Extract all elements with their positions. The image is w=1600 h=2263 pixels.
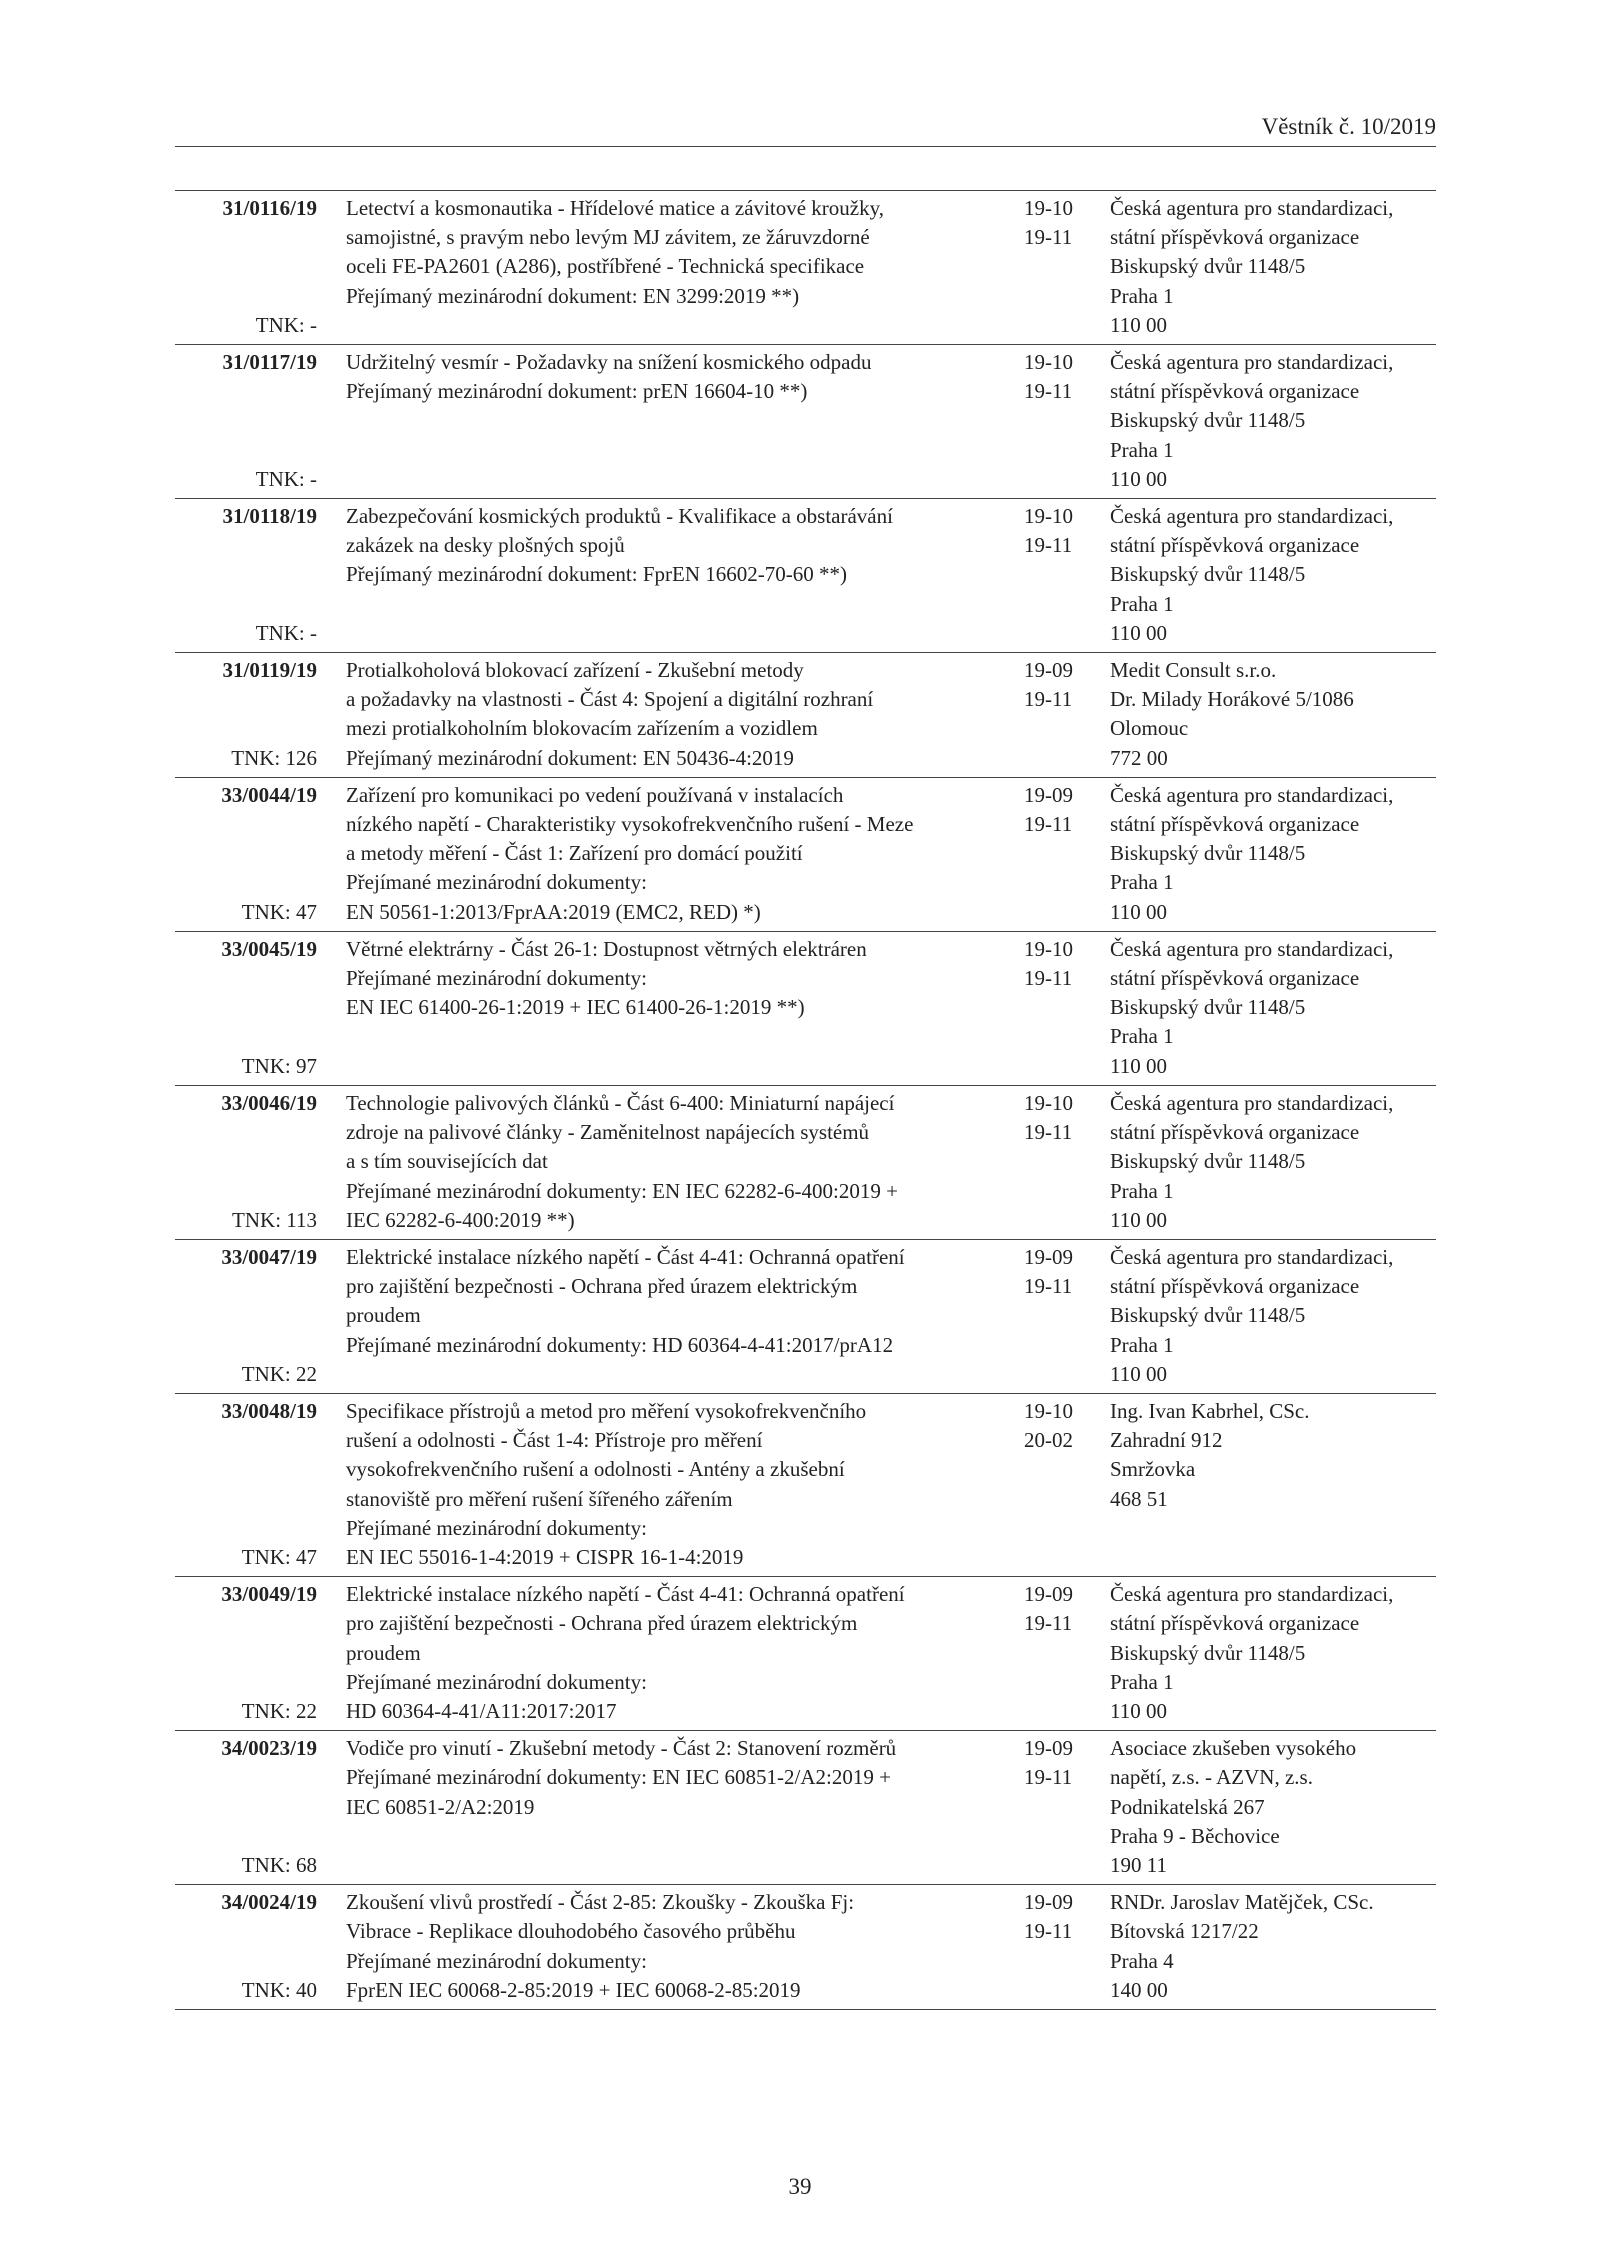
standard-title-cell xyxy=(331,1580,1016,1726)
standard-row xyxy=(175,1086,1436,1240)
standard-row xyxy=(175,1394,1436,1577)
standard-title-cell xyxy=(331,1397,1016,1572)
address-line: Biskupský dvůr 1148/5 xyxy=(1110,254,1306,279)
address-line: Praha 1 xyxy=(1110,1178,1174,1203)
standard-number: 33/0048/19 xyxy=(221,1398,317,1423)
title-line: Udržitelný vesmír - Požadavky na snížení kosmického odpadu xyxy=(346,350,872,375)
tnk-label: TNK: 113 xyxy=(232,1207,317,1232)
standard-id-cell xyxy=(175,1089,331,1235)
title-line: Vodiče pro vinutí - Zkušební metody - Část 2: Stanovení rozměrů xyxy=(346,1736,897,1761)
dates-cell xyxy=(1016,1243,1110,1389)
address-cell xyxy=(1110,1089,1436,1235)
address-line: státní příspěvková organizace xyxy=(1110,1274,1360,1299)
standard-row xyxy=(175,345,1436,499)
title-line: oceli FE-PA2601 (A286), postříbřené - Technická specifikace xyxy=(346,254,865,279)
address-line: Praha 1 xyxy=(1110,870,1174,895)
title-line: a metody měření - Část 1: Zařízení pro domácí použití xyxy=(346,841,803,866)
address-line: Biskupský dvůr 1148/5 xyxy=(1110,1149,1306,1174)
date-line: 19-11 xyxy=(1024,1120,1073,1145)
title-line: samojistné, s pravým nebo levým MJ závitem, ze žáruvzdorné xyxy=(346,225,870,250)
title-line: Přejímané mezinárodní dokumenty: xyxy=(346,1515,647,1540)
standard-id-cell xyxy=(175,1888,331,2005)
date-line: 19-11 xyxy=(1024,812,1073,837)
title-line: Přejímané mezinárodní dokumenty: EN IEC 62282-6-400:2019 + xyxy=(346,1178,898,1203)
title-line: Přejímaný mezinárodní dokument: prEN 16604-10 **) xyxy=(346,379,808,404)
tnk-label: TNK: 97 xyxy=(241,1053,317,1078)
dates-cell xyxy=(1016,1734,1110,1880)
address-line: státní příspěvková organizace xyxy=(1110,812,1360,837)
address-line: Ing. Ivan Kabrhel, CSc. xyxy=(1110,1398,1310,1423)
standard-title-cell xyxy=(331,502,1016,648)
address-line: Asociace zkušeben vysokého xyxy=(1110,1736,1357,1761)
standard-title-cell xyxy=(331,656,1016,773)
date-line: 19-11 xyxy=(1024,379,1073,404)
address-line: 468 51 xyxy=(1110,1486,1168,1511)
tnk-label: TNK: - xyxy=(255,620,317,645)
date-line: 19-11 xyxy=(1024,533,1073,558)
address-line: Česká agentura pro standardizaci, xyxy=(1110,1090,1394,1115)
address-line: Česká agentura pro standardizaci, xyxy=(1110,782,1394,807)
date-line: 19-11 xyxy=(1024,687,1073,712)
standard-row xyxy=(175,778,1436,932)
address-line: státní příspěvková organizace xyxy=(1110,1120,1360,1145)
address-line: Česká agentura pro standardizaci, xyxy=(1110,350,1394,375)
date-line: 19-11 xyxy=(1024,966,1073,991)
address-line: 110 00 xyxy=(1110,466,1167,491)
dates-cell xyxy=(1016,1397,1110,1572)
standard-id-cell xyxy=(175,194,331,340)
tnk-label: TNK: 47 xyxy=(241,899,317,924)
dates-cell xyxy=(1016,656,1110,773)
address-line: 190 11 xyxy=(1110,1852,1167,1877)
standard-title-cell xyxy=(331,1734,1016,1880)
address-line: Praha 1 xyxy=(1110,437,1174,462)
tnk-label: TNK: - xyxy=(255,466,317,491)
address-line: Dr. Milady Horákové 5/1086 xyxy=(1110,687,1354,712)
standard-id-cell xyxy=(175,348,331,494)
title-line: Větrné elektrárny - Část 26-1: Dostupnost větrných elektráren xyxy=(346,936,867,961)
address-line: Praha 1 xyxy=(1110,1024,1174,1049)
address-line: 110 00 xyxy=(1110,1053,1167,1078)
date-line: 19-11 xyxy=(1024,225,1073,250)
standard-number: 33/0049/19 xyxy=(221,1582,317,1607)
date-line: 19-10 xyxy=(1024,1090,1073,1115)
date-line: 19-11 xyxy=(1024,1919,1073,1944)
address-cell xyxy=(1110,348,1436,494)
address-cell xyxy=(1110,502,1436,648)
address-line: napětí, z.s. - AZVN, z.s. xyxy=(1110,1765,1313,1790)
address-line: Praha 9 - Běchovice xyxy=(1110,1823,1280,1848)
address-line: 110 00 xyxy=(1110,1207,1167,1232)
address-line: Praha 1 xyxy=(1110,1669,1174,1694)
standard-row xyxy=(175,499,1436,653)
tnk-label: TNK: 68 xyxy=(241,1852,317,1877)
title-line: nízkého napětí - Charakteristiky vysokofrekvenčního rušení - Meze xyxy=(346,812,914,837)
title-line: proudem xyxy=(346,1640,421,1665)
standard-number: 33/0044/19 xyxy=(221,782,317,807)
date-line: 19-11 xyxy=(1024,1274,1073,1299)
address-line: státní příspěvková organizace xyxy=(1110,966,1360,991)
date-line: 19-10 xyxy=(1024,350,1073,375)
title-line: Zařízení pro komunikaci po vedení používaná v instalacích xyxy=(346,782,844,807)
standard-title-cell xyxy=(331,194,1016,340)
dates-cell xyxy=(1016,502,1110,648)
date-line: 19-11 xyxy=(1024,1765,1073,1790)
address-line: Biskupský dvůr 1148/5 xyxy=(1110,408,1306,433)
title-line: Technologie palivových článků - Část 6-400: Miniaturní napájecí xyxy=(346,1090,895,1115)
address-cell xyxy=(1110,1888,1436,2005)
title-line: mezi protialkoholním blokovacím zařízením a vozidlem xyxy=(346,716,818,741)
title-line: rušení a odolnosti - Část 1-4: Přístroje pro měření xyxy=(346,1428,763,1453)
title-line: a požadavky na vlastnosti - Část 4: Spojení a digitální rozhraní xyxy=(346,687,874,712)
header-rule xyxy=(175,146,1436,147)
title-line: Přejímané mezinárodní dokumenty: xyxy=(346,1948,647,1973)
address-line: Česká agentura pro standardizaci, xyxy=(1110,196,1394,220)
standard-id-cell xyxy=(175,1734,331,1880)
address-line: Biskupský dvůr 1148/5 xyxy=(1110,562,1306,587)
title-line: Přejímané mezinárodní dokumenty: xyxy=(346,966,647,991)
title-line: Přejímané mezinárodní dokumenty: xyxy=(346,870,647,895)
tnk-label: TNK: - xyxy=(255,312,317,337)
title-line: EN IEC 61400-26-1:2019 + IEC 61400-26-1:2019 **) xyxy=(346,995,805,1020)
date-line: 20-02 xyxy=(1024,1428,1073,1453)
date-line: 19-09 xyxy=(1024,658,1073,683)
title-line: Vibrace - Replikace dlouhodobého časového průběhu xyxy=(346,1919,796,1944)
address-line: 772 00 xyxy=(1110,745,1168,770)
standard-number: 34/0024/19 xyxy=(221,1890,317,1915)
date-line: 19-10 xyxy=(1024,196,1073,220)
dates-cell xyxy=(1016,1888,1110,2005)
title-line: pro zajištění bezpečnosti - Ochrana před úrazem elektrickým xyxy=(346,1611,858,1636)
address-cell xyxy=(1110,1397,1436,1572)
standard-id-cell xyxy=(175,1243,331,1389)
address-line: státní příspěvková organizace xyxy=(1110,379,1360,404)
address-cell xyxy=(1110,935,1436,1081)
address-line: Česká agentura pro standardizaci, xyxy=(1110,1244,1394,1269)
address-line: Olomouc xyxy=(1110,716,1189,741)
address-line: RNDr. Jaroslav Matějček, CSc. xyxy=(1110,1890,1374,1915)
address-line: Smržovka xyxy=(1110,1457,1196,1482)
dates-cell xyxy=(1016,935,1110,1081)
standard-title-cell xyxy=(331,1888,1016,2005)
title-line: FprEN IEC 60068-2-85:2019 + IEC 60068-2-85:2019 xyxy=(346,1977,801,2002)
title-line: HD 60364-4-41/A11:2017:2017 xyxy=(346,1698,617,1723)
dates-cell xyxy=(1016,194,1110,340)
standard-title-cell xyxy=(331,1089,1016,1235)
title-line: EN IEC 55016-1-4:2019 + CISPR 16-1-4:2019 xyxy=(346,1544,744,1569)
address-line: 110 00 xyxy=(1110,620,1167,645)
standard-row xyxy=(175,191,1436,345)
title-line: proudem xyxy=(346,1303,421,1328)
tnk-label: TNK: 22 xyxy=(241,1361,317,1386)
standard-number: 33/0045/19 xyxy=(221,936,317,961)
dates-cell xyxy=(1016,1580,1110,1726)
page-number: 39 xyxy=(788,2174,812,2199)
standard-row xyxy=(175,932,1436,1086)
standard-row xyxy=(175,653,1436,778)
title-line: Přejímaný mezinárodní dokument: FprEN 16602-70-60 **) xyxy=(346,562,847,587)
dates-cell xyxy=(1016,1089,1110,1235)
address-cell xyxy=(1110,781,1436,927)
standard-title-cell xyxy=(331,348,1016,494)
tnk-label: TNK: 40 xyxy=(241,1977,317,2002)
standard-id-cell xyxy=(175,502,331,648)
title-line: pro zajištění bezpečnosti - Ochrana před úrazem elektrickým xyxy=(346,1274,858,1299)
address-line: 110 00 xyxy=(1110,1361,1167,1386)
title-line: zdroje na palivové články - Zaměnitelnost napájecích systémů xyxy=(346,1120,870,1145)
tnk-label: TNK: 22 xyxy=(241,1698,317,1723)
address-line: státní příspěvková organizace xyxy=(1110,1611,1360,1636)
address-line: Česká agentura pro standardizaci, xyxy=(1110,1582,1394,1607)
address-line: Biskupský dvůr 1148/5 xyxy=(1110,1640,1306,1665)
title-line: Přejímané mezinárodní dokumenty: HD 60364-4-41:2017/prA12 xyxy=(346,1332,894,1357)
title-line: zakázek na desky plošných spojů xyxy=(346,533,625,558)
title-line: Zkoušení vlivů prostředí - Část 2-85: Zkoušky - Zkouška Fj: xyxy=(346,1890,855,1915)
address-line: Biskupský dvůr 1148/5 xyxy=(1110,995,1306,1020)
date-line: 19-09 xyxy=(1024,1736,1073,1761)
standard-number: 33/0046/19 xyxy=(221,1090,317,1115)
date-line: 19-11 xyxy=(1024,1611,1073,1636)
title-line: Elektrické instalace nízkého napětí - Část 4-41: Ochranná opatření xyxy=(346,1582,905,1607)
address-line: Praha 4 xyxy=(1110,1948,1174,1973)
address-line: Praha 1 xyxy=(1110,1332,1174,1357)
address-line: Podnikatelská 267 xyxy=(1110,1794,1265,1819)
title-line: Protialkoholová blokovací zařízení - Zkušební metody xyxy=(346,658,804,683)
title-line: a s tím souvisejících dat xyxy=(346,1149,548,1174)
title-line: stanoviště pro měření rušení šířeného zářením xyxy=(346,1486,733,1511)
address-cell xyxy=(1110,1580,1436,1726)
standard-row xyxy=(175,1731,1436,1885)
address-line: Praha 1 xyxy=(1110,283,1174,308)
standard-row xyxy=(175,1577,1436,1731)
standard-id-cell xyxy=(175,935,331,1081)
dates-cell xyxy=(1016,348,1110,494)
address-line: státní příspěvková organizace xyxy=(1110,225,1360,250)
title-line: Specifikace přístrojů a metod pro měření vysokofrekvenčního xyxy=(346,1398,867,1423)
date-line: 19-10 xyxy=(1024,504,1073,529)
title-line: vysokofrekvenčního rušení a odolnosti - Antény a zkušební xyxy=(346,1457,845,1482)
address-cell xyxy=(1110,1243,1436,1389)
address-line: Medit Consult s.r.o. xyxy=(1110,658,1277,683)
title-line: IEC 62282-6-400:2019 **) xyxy=(346,1207,575,1232)
standard-row xyxy=(175,1240,1436,1394)
date-line: 19-10 xyxy=(1024,936,1073,961)
title-line: EN 50561-1:2013/FprAA:2019 (EMC2, RED) *) xyxy=(346,899,761,924)
title-line: Přejímaný mezinárodní dokument: EN 3299:2019 **) xyxy=(346,283,800,308)
address-cell xyxy=(1110,194,1436,340)
date-line: 19-09 xyxy=(1024,1582,1073,1607)
address-line: 110 00 xyxy=(1110,312,1167,337)
date-line: 19-10 xyxy=(1024,1398,1073,1423)
address-line: státní příspěvková organizace xyxy=(1110,533,1360,558)
date-line: 19-09 xyxy=(1024,1890,1073,1915)
address-line: Zahradní 912 xyxy=(1110,1428,1223,1453)
standard-title-cell xyxy=(331,781,1016,927)
standard-id-cell xyxy=(175,781,331,927)
standards-table xyxy=(175,190,1436,2010)
address-line: 110 00 xyxy=(1110,899,1167,924)
date-line: 19-09 xyxy=(1024,782,1073,807)
title-line: Přejímaný mezinárodní dokument: EN 50436-4:2019 xyxy=(346,745,794,770)
address-line: Praha 1 xyxy=(1110,591,1174,616)
address-line: Bítovská 1217/22 xyxy=(1110,1919,1259,1944)
address-line: 140 00 xyxy=(1110,1977,1168,2002)
standard-id-cell xyxy=(175,656,331,773)
standard-number: 31/0118/19 xyxy=(222,504,317,529)
dates-cell xyxy=(1016,781,1110,927)
standard-title-cell xyxy=(331,935,1016,1081)
date-line: 19-09 xyxy=(1024,1244,1073,1269)
standard-number: 34/0023/19 xyxy=(221,1736,317,1761)
address-line: Biskupský dvůr 1148/5 xyxy=(1110,841,1306,866)
address-line: Česká agentura pro standardizaci, xyxy=(1110,936,1394,961)
tnk-label: TNK: 126 xyxy=(231,745,317,770)
title-line: Elektrické instalace nízkého napětí - Část 4-41: Ochranná opatření xyxy=(346,1244,905,1269)
standard-row xyxy=(175,1885,1436,2010)
standard-id-cell xyxy=(175,1397,331,1572)
standard-number: 31/0119/19 xyxy=(222,658,317,683)
title-line: Zabezpečování kosmických produktů - Kvalifikace a obstarávání xyxy=(346,504,893,529)
title-line: Letectví a kosmonautika - Hřídelové matice a závitové kroužky, xyxy=(346,196,885,220)
address-cell xyxy=(1110,1734,1436,1880)
standard-number: 33/0047/19 xyxy=(221,1244,317,1269)
title-line: IEC 60851-2/A2:2019 xyxy=(346,1794,535,1819)
title-line: Přejímané mezinárodní dokumenty: xyxy=(346,1669,647,1694)
standard-title-cell xyxy=(331,1243,1016,1389)
address-line: Česká agentura pro standardizaci, xyxy=(1110,504,1394,529)
standard-id-cell xyxy=(175,1580,331,1726)
address-line: Biskupský dvůr 1148/5 xyxy=(1110,1303,1306,1328)
tnk-label: TNK: 47 xyxy=(241,1544,317,1569)
title-line: Přejímané mezinárodní dokumenty: EN IEC 60851-2/A2:2019 + xyxy=(346,1765,891,1790)
standard-number: 31/0117/19 xyxy=(222,350,317,375)
address-line: 110 00 xyxy=(1110,1698,1167,1723)
journal-header: Věstník č. 10/2019 xyxy=(1261,114,1436,139)
standard-number: 31/0116/19 xyxy=(222,196,317,220)
address-cell xyxy=(1110,656,1436,773)
